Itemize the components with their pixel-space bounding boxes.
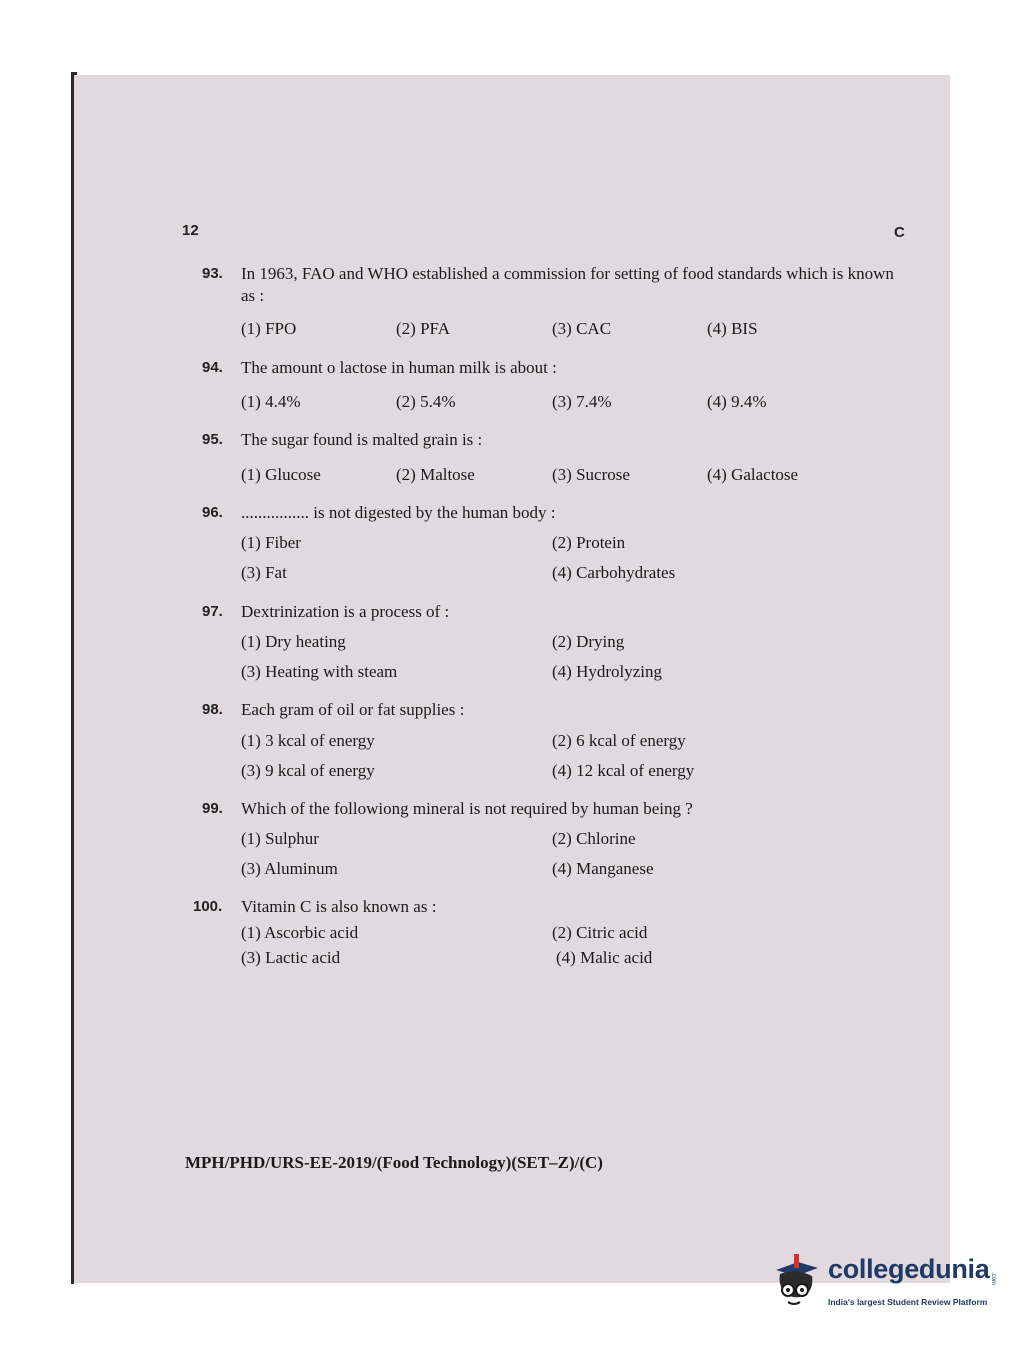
question-stem: ................ is not digested by the human body :	[241, 503, 556, 522]
option-3: (3) Heating with steam	[241, 662, 398, 681]
option-4: (4) Carbohydrates	[552, 563, 676, 582]
question-stem: Dextrinization is a process of :	[241, 602, 450, 621]
page-number: 12	[182, 222, 199, 239]
option-1: (1) 3 kcal of energy	[241, 731, 375, 750]
question-number: 96.	[202, 504, 223, 521]
question-stem: The amount o lactose in human milk is about :	[241, 358, 557, 377]
logo-suffix: .com	[990, 1272, 996, 1286]
option-1: (1) 4.4%	[241, 392, 301, 411]
question-stem: Each gram of oil or fat supplies :	[241, 700, 465, 719]
option-1: (1) Glucose	[241, 465, 321, 484]
option-2: (2) Chlorine	[552, 829, 636, 848]
question-stem: Vitamin C is also known as :	[241, 897, 437, 916]
option-3: (3) CAC	[552, 319, 612, 338]
option-2: (2) Drying	[552, 632, 625, 651]
option-1: (1) Ascorbic acid	[241, 923, 359, 942]
question-number: 98.	[202, 701, 223, 718]
option-2: (2) Maltose	[396, 465, 475, 484]
option-4: (4) Malic acid	[556, 948, 653, 967]
option-4: (4) Hydrolyzing	[552, 662, 663, 681]
question-stem: The sugar found is malted grain is :	[241, 430, 483, 449]
option-3: (3) Lactic acid	[241, 948, 341, 967]
option-4: (4) 12 kcal of energy	[552, 761, 695, 780]
mascot-icon	[766, 1250, 826, 1310]
option-3: (3) Fat	[241, 563, 287, 582]
option-2: (2) Protein	[552, 533, 626, 552]
option-3: (3) 7.4%	[552, 392, 612, 411]
option-4: (4) 9.4%	[707, 392, 767, 411]
logo-wordmark: collegedunia	[828, 1254, 990, 1284]
option-2: (2) Citric acid	[552, 923, 648, 942]
set-code: C	[894, 224, 905, 241]
question-stem: Which of the followiong mineral is not required by human being ?	[241, 799, 693, 818]
question-number: 95.	[202, 431, 223, 448]
question-number: 99.	[202, 800, 223, 817]
paper-code-footer: MPH/PHD/URS-EE-2019/(Food Technology)(SET–Z)/(C)	[185, 1153, 603, 1172]
option-2: (2) 5.4%	[396, 392, 456, 411]
collegedunia-logo	[766, 1250, 1006, 1310]
option-3: (3) Aluminum	[241, 859, 338, 878]
option-2: (2) 6 kcal of energy	[552, 731, 686, 750]
option-3: (3) Sucrose	[552, 465, 630, 484]
logo-tagline: India's largest Student Review Platform	[828, 1297, 988, 1307]
option-1: (1) FPO	[241, 319, 297, 338]
option-3: (3) 9 kcal of energy	[241, 761, 375, 780]
exam-paper-sheet	[74, 75, 950, 1283]
option-4: (4) Galactose	[707, 465, 799, 484]
option-4: (4) BIS	[707, 319, 758, 338]
option-2: (2) PFA	[396, 319, 450, 338]
question-number: 94.	[202, 359, 223, 376]
question-number: 93.	[202, 265, 223, 282]
option-1: (1) Sulphur	[241, 829, 319, 848]
option-1: (1) Fiber	[241, 533, 301, 552]
question-number: 97.	[202, 603, 223, 620]
option-1: (1) Dry heating	[241, 632, 346, 651]
option-4: (4) Manganese	[552, 859, 654, 878]
question-stem: In 1963, FAO and WHO established a commission for setting of food standards which is known as :	[241, 264, 894, 305]
question-number: 100.	[193, 898, 223, 915]
